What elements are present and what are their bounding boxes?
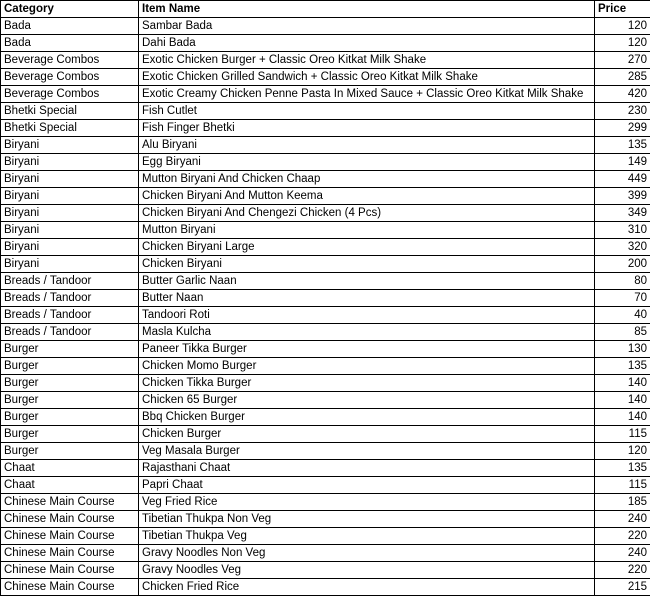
table-row[interactable] (1, 290, 650, 307)
cell-item-name[interactable]: Fish Finger Bhetki (139, 120, 595, 137)
table-row[interactable] (1, 477, 650, 494)
table-row[interactable] (1, 52, 650, 69)
header-category[interactable]: Category (1, 1, 139, 18)
table-row[interactable] (1, 307, 650, 324)
cell-item-name[interactable]: Sambar Bada (139, 18, 595, 35)
cell-category[interactable]: Beverage Combos (1, 86, 139, 103)
table-row[interactable] (1, 18, 650, 35)
table-row[interactable] (1, 494, 650, 511)
cell-price[interactable]: 120 (595, 443, 650, 460)
table-row[interactable] (1, 460, 650, 477)
cell-item-name[interactable]: Fish Cutlet (139, 103, 595, 120)
table-row[interactable] (1, 426, 650, 443)
cell-price[interactable]: 310 (595, 222, 650, 239)
cell-item-name[interactable]: Veg Fried Rice (139, 494, 595, 511)
cell-price[interactable]: 220 (595, 562, 650, 579)
cell-item-name[interactable]: Gravy Noodles Non Veg (139, 545, 595, 562)
cell-price[interactable]: 270 (595, 52, 650, 69)
cell-item-name[interactable]: Veg Masala Burger (139, 443, 595, 460)
cell-price[interactable]: 240 (595, 545, 650, 562)
cell-item-name[interactable]: Mutton Biryani (139, 222, 595, 239)
table-row[interactable] (1, 205, 650, 222)
cell-category[interactable]: Burger (1, 426, 139, 443)
cell-category[interactable]: Bada (1, 18, 139, 35)
table-row[interactable] (1, 137, 650, 154)
cell-category[interactable]: Breads / Tandoor (1, 290, 139, 307)
cell-category[interactable]: Bhetki Special (1, 103, 139, 120)
table-row[interactable] (1, 392, 650, 409)
table-row[interactable] (1, 358, 650, 375)
table-row[interactable] (1, 511, 650, 528)
cell-price[interactable]: 185 (595, 494, 650, 511)
cell-price[interactable]: 135 (595, 358, 650, 375)
cell-item-name[interactable]: Exotic Chicken Burger + Classic Oreo Kitkat Milk Shake (139, 52, 595, 69)
cell-category[interactable]: Biryani (1, 205, 139, 222)
table-body (1, 18, 650, 596)
cell-price[interactable]: 140 (595, 392, 650, 409)
cell-price[interactable]: 215 (595, 579, 650, 596)
cell-category[interactable]: Bhetki Special (1, 120, 139, 137)
cell-category[interactable]: Burger (1, 375, 139, 392)
table-row[interactable] (1, 324, 650, 341)
cell-price[interactable]: 200 (595, 256, 650, 273)
cell-item-name[interactable]: Exotic Creamy Chicken Penne Pasta In Mixed Sauce + Classic Oreo Kitkat Milk Shake (139, 86, 595, 103)
cell-price[interactable]: 120 (595, 35, 650, 52)
cell-price[interactable]: 349 (595, 205, 650, 222)
cell-item-name[interactable]: Chicken Biryani (139, 256, 595, 273)
cell-category[interactable]: Chinese Main Course (1, 562, 139, 579)
cell-item-name[interactable]: Tibetian Thukpa Veg (139, 528, 595, 545)
header-price[interactable]: Price (595, 1, 650, 18)
cell-category[interactable]: Chaat (1, 477, 139, 494)
table-row[interactable] (1, 528, 650, 545)
table-row[interactable] (1, 188, 650, 205)
cell-category[interactable]: Beverage Combos (1, 69, 139, 86)
cell-price[interactable]: 80 (595, 273, 650, 290)
cell-item-name[interactable]: Chicken Biryani And Mutton Keema (139, 188, 595, 205)
table-row[interactable] (1, 35, 650, 52)
cell-price[interactable]: 130 (595, 341, 650, 358)
cell-category[interactable]: Biryani (1, 154, 139, 171)
cell-category[interactable]: Chinese Main Course (1, 545, 139, 562)
table-header (1, 1, 650, 18)
cell-item-name[interactable]: Chicken Fried Rice (139, 579, 595, 596)
cell-category[interactable]: Beverage Combos (1, 52, 139, 69)
cell-item-name[interactable]: Chicken Biryani And Chengezi Chicken (4 Pcs) (139, 205, 595, 222)
cell-category[interactable]: Chinese Main Course (1, 511, 139, 528)
cell-item-name[interactable]: Mutton Biryani And Chicken Chaap (139, 171, 595, 188)
header-item-name[interactable]: Item Name (139, 1, 595, 18)
cell-item-name[interactable]: Tibetian Thukpa Non Veg (139, 511, 595, 528)
cell-category[interactable]: Chaat (1, 460, 139, 477)
cell-category[interactable]: Chinese Main Course (1, 494, 139, 511)
cell-category[interactable]: Biryani (1, 137, 139, 154)
cell-price[interactable]: 120 (595, 18, 650, 35)
cell-category[interactable]: Burger (1, 443, 139, 460)
cell-category[interactable]: Biryani (1, 239, 139, 256)
cell-item-name[interactable]: Rajasthani Chaat (139, 460, 595, 477)
cell-category[interactable]: Biryani (1, 256, 139, 273)
table-row[interactable] (1, 579, 650, 596)
table-row[interactable] (1, 69, 650, 86)
cell-item-name[interactable]: Papri Chaat (139, 477, 595, 494)
table-row[interactable] (1, 443, 650, 460)
cell-item-name[interactable]: Chicken 65 Burger (139, 392, 595, 409)
cell-item-name[interactable]: Chicken Momo Burger (139, 358, 595, 375)
cell-item-name[interactable]: Exotic Chicken Grilled Sandwich + Classic Oreo Kitkat Milk Shake (139, 69, 595, 86)
cell-category[interactable]: Burger (1, 392, 139, 409)
table-row[interactable] (1, 562, 650, 579)
cell-item-name[interactable]: Butter Garlic Naan (139, 273, 595, 290)
table-row[interactable] (1, 545, 650, 562)
cell-item-name[interactable]: Dahi Bada (139, 35, 595, 52)
cell-item-name[interactable]: Chicken Biryani Large (139, 239, 595, 256)
cell-item-name[interactable]: Chicken Tikka Burger (139, 375, 595, 392)
cell-price[interactable]: 220 (595, 528, 650, 545)
cell-price[interactable]: 399 (595, 188, 650, 205)
table-row[interactable] (1, 103, 650, 120)
cell-price[interactable]: 40 (595, 307, 650, 324)
cell-category[interactable]: Burger (1, 358, 139, 375)
table-row[interactable] (1, 273, 650, 290)
cell-category[interactable]: Burger (1, 341, 139, 358)
table-row[interactable] (1, 86, 650, 103)
table-row[interactable] (1, 154, 650, 171)
cell-item-name[interactable]: Egg Biryani (139, 154, 595, 171)
cell-category[interactable]: Biryani (1, 188, 139, 205)
cell-item-name[interactable]: Tandoori Roti (139, 307, 595, 324)
table-row[interactable] (1, 409, 650, 426)
cell-price[interactable]: 140 (595, 375, 650, 392)
cell-category[interactable]: Biryani (1, 222, 139, 239)
cell-price[interactable]: 149 (595, 154, 650, 171)
table-row[interactable] (1, 375, 650, 392)
cell-category[interactable]: Burger (1, 409, 139, 426)
table-row[interactable] (1, 120, 650, 137)
cell-category[interactable]: Biryani (1, 171, 139, 188)
header-row (1, 1, 650, 18)
cell-item-name[interactable]: Butter Naan (139, 290, 595, 307)
cell-price[interactable]: 420 (595, 86, 650, 103)
cell-category[interactable]: Chinese Main Course (1, 528, 139, 545)
cell-item-name[interactable]: Bbq Chicken Burger (139, 409, 595, 426)
cell-category[interactable]: Breads / Tandoor (1, 307, 139, 324)
cell-price[interactable]: 115 (595, 477, 650, 494)
cell-item-name[interactable]: Alu Biryani (139, 137, 595, 154)
cell-price[interactable]: 70 (595, 290, 650, 307)
cell-price[interactable]: 135 (595, 137, 650, 154)
table-row[interactable] (1, 341, 650, 358)
cell-price[interactable]: 285 (595, 69, 650, 86)
cell-item-name[interactable]: Gravy Noodles Veg (139, 562, 595, 579)
table-row[interactable] (1, 222, 650, 239)
cell-price[interactable]: 85 (595, 324, 650, 341)
cell-price[interactable]: 140 (595, 409, 650, 426)
cell-price[interactable]: 230 (595, 103, 650, 120)
cell-price[interactable]: 135 (595, 460, 650, 477)
cell-category[interactable]: Breads / Tandoor (1, 273, 139, 290)
table-row[interactable] (1, 239, 650, 256)
cell-category[interactable]: Breads / Tandoor (1, 324, 139, 341)
cell-item-name[interactable]: Paneer Tikka Burger (139, 341, 595, 358)
cell-price[interactable]: 449 (595, 171, 650, 188)
table-row[interactable] (1, 171, 650, 188)
cell-price[interactable]: 115 (595, 426, 650, 443)
cell-price[interactable]: 299 (595, 120, 650, 137)
cell-category[interactable]: Bada (1, 35, 139, 52)
cell-item-name[interactable]: Masla Kulcha (139, 324, 595, 341)
table-row[interactable] (1, 256, 650, 273)
cell-category[interactable]: Chinese Main Course (1, 579, 139, 596)
cell-price[interactable]: 320 (595, 239, 650, 256)
cell-price[interactable]: 240 (595, 511, 650, 528)
cell-item-name[interactable]: Chicken Burger (139, 426, 595, 443)
